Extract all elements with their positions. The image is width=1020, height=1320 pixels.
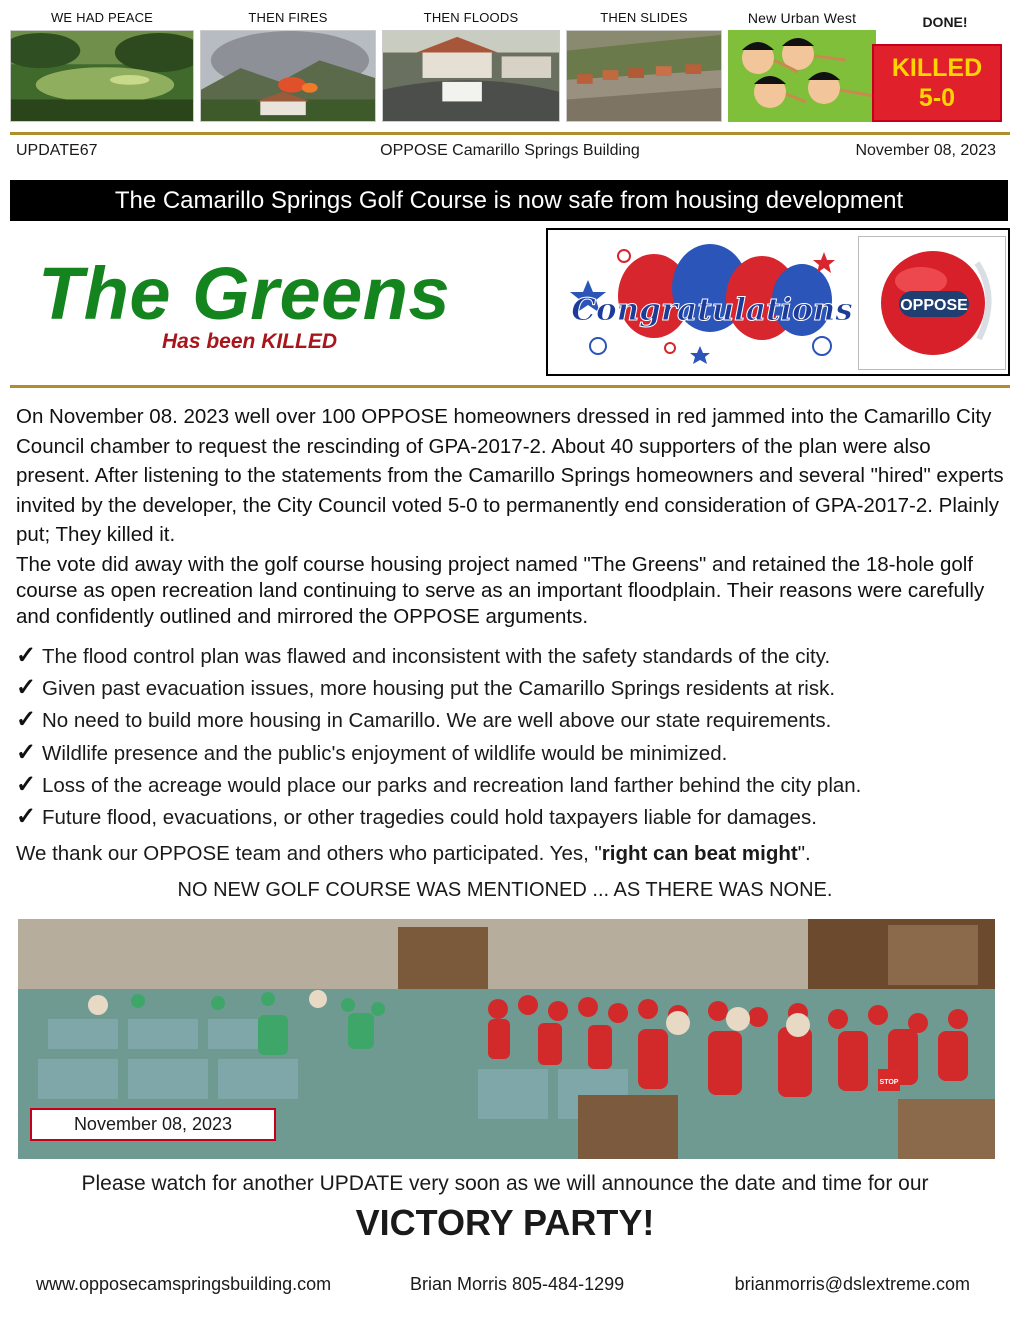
done-label: DONE! — [922, 14, 968, 30]
killed-text: KILLED — [891, 54, 983, 82]
vote-count: 5-0 — [918, 84, 956, 112]
subheadline: Has been KILLED — [162, 330, 338, 353]
list-item: ✓ Wildlife presence and the public's enjoyment of wildlife would be minimized. — [16, 737, 1006, 769]
checkmark-icon: ✓ — [16, 770, 37, 798]
list-item: ✓ Given past evacuation issues, more housing put the Camarillo Springs residents at risk. — [16, 672, 1006, 704]
header-strip — [10, 6, 1010, 128]
watch-notice: Please watch for another UPDATE very soon as we will announce the date and time for our — [81, 1172, 929, 1195]
slogan: right can beat might — [601, 842, 798, 865]
stop-sign-text: STOP — [879, 1079, 899, 1086]
list-item: ✓ Loss of the acreage would place our parks and recreation land farther behind the city plan. — [16, 769, 1006, 801]
list-item: ✓ No need to build more housing in Camarillo. We are well above our state requirements. — [16, 704, 1006, 736]
reasons-list — [16, 640, 1006, 833]
list-item: ✓ Future flood, evacuations, or other tragedies could hold taxpayers liable for damages. — [16, 801, 1006, 833]
website-link[interactable]: www.opposecamspringsbuilding.com — [36, 1274, 332, 1294]
congratulations-graphic — [546, 228, 1010, 376]
mid-rule — [10, 385, 1010, 388]
checkmark-icon: ✓ — [16, 674, 37, 702]
email-link[interactable]: brianmorris@dslextreme.com — [734, 1274, 970, 1294]
killed-badge — [872, 44, 1002, 122]
peace-label: WE HAD PEACE — [50, 10, 154, 25]
fires-label: THEN FIRES — [248, 10, 328, 25]
list-item: ✓ The flood control plan was flawed and inconsistent with the safety standards of the city. — [16, 640, 1006, 672]
oppose-logo-text: OPPOSE — [900, 297, 968, 314]
urban-west-label: New Urban West — [747, 10, 857, 26]
golf-course-photo — [10, 30, 194, 122]
checkmark-icon: ✓ — [16, 802, 37, 830]
top-rule — [10, 132, 1010, 135]
contact-info: Brian Morris 805-484-1299 — [410, 1274, 625, 1294]
footer — [0, 1270, 1010, 1298]
balloons-art — [562, 238, 862, 368]
headline-banner: The Camarillo Springs Golf Course is now safe from housing development — [10, 180, 1008, 221]
no-golf-note: NO NEW GOLF COURSE WAS MENTIONED ... AS THERE WAS NONE. — [177, 879, 833, 901]
flood-photo — [382, 30, 560, 122]
photo-date-caption: November 08, 2023 — [30, 1108, 276, 1141]
pinocchio-cartoon — [728, 30, 876, 122]
article-body — [16, 402, 1006, 630]
oppose-logo — [858, 236, 1006, 370]
fire-photo — [200, 30, 376, 122]
paragraph-outcome: The vote did away with the golf course housing project named "The Greens" and retained the 18-hole golf course as open recreation land continuing to serve as an important floodplain. Their reasons were carefully and confidently outlined and mirrored the OPPOSE arguments. — [16, 552, 985, 628]
floods-label: THEN FLOODS — [423, 10, 519, 25]
checkmark-icon: ✓ — [16, 706, 37, 734]
slides-label: THEN SLIDES — [600, 10, 688, 25]
slide-photo — [566, 30, 722, 122]
thanks-line: We thank our OPPOSE team and others who participated. Yes, "right can beat might". — [16, 842, 811, 865]
paragraph-vote: On November 08. 2023 well over 100 OPPOSE homeowners dressed in red jammed into the Camarillo City Council chamber to request the rescinding of GPA-2017-2. About 40 supporters of the plan were also present. After listening to the statements from the Camarillo Springs homeowners and several "hired" experts invited by the developer, the City Council voted 5-0 to permanently end consideration of GPA-2017-2. Plainly put; They killed it. — [16, 405, 1004, 546]
update-title: OPPOSE Camarillo Springs Building — [380, 142, 640, 159]
congratulations-text: Congratulations — [571, 292, 853, 328]
victory-party-title: VICTORY PARTY! — [355, 1202, 655, 1243]
headline: The Greens — [38, 252, 451, 335]
update-bar — [10, 139, 1010, 165]
update-number: UPDATE67 — [16, 142, 98, 159]
checkmark-icon: ✓ — [16, 642, 37, 669]
checkmark-icon: ✓ — [16, 738, 37, 766]
update-date: November 08, 2023 — [855, 142, 996, 159]
